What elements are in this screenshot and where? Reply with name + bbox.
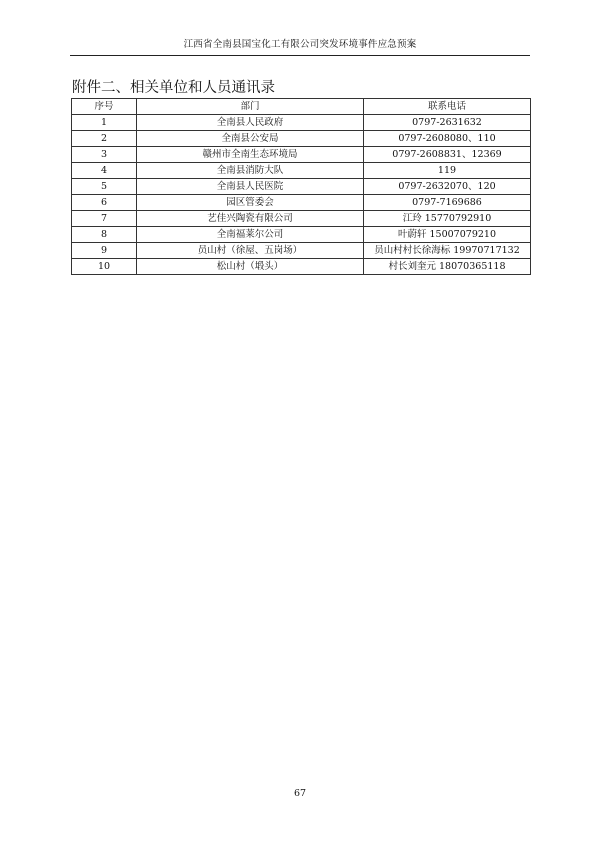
row-department: 全南县人民医院 [137, 179, 364, 195]
row-number: 9 [72, 243, 137, 259]
row-phone: 0797-7169686 [364, 195, 531, 211]
column-header-phone: 联系电话 [364, 99, 531, 115]
contact-table [71, 98, 531, 275]
row-number: 4 [72, 163, 137, 179]
row-department: 松山村（塅头） [137, 259, 364, 275]
column-header-department: 部门 [137, 99, 364, 115]
row-department: 赣州市全南生态环境局 [137, 147, 364, 163]
row-department: 园区管委会 [137, 195, 364, 211]
row-phone: 员山村村长徐海标 19970717132 [364, 243, 531, 259]
row-phone: 0797-2608080、110 [364, 131, 531, 147]
row-phone: 119 [364, 163, 531, 179]
row-phone: 0797-2632070、120 [364, 179, 531, 195]
row-department: 全南县人民政府 [137, 115, 364, 131]
table-row [72, 195, 531, 211]
row-department: 全南县公安局 [137, 131, 364, 147]
table-row [72, 259, 531, 275]
row-department: 员山村（徐屋、五岗场） [137, 243, 364, 259]
row-department: 全南福莱尔公司 [137, 227, 364, 243]
row-phone: 0797-2631632 [364, 115, 531, 131]
row-number: 6 [72, 195, 137, 211]
table-row [72, 163, 531, 179]
table-row [72, 115, 531, 131]
row-number: 3 [72, 147, 137, 163]
row-phone: 0797-2608831、12369 [364, 147, 531, 163]
table-row [72, 147, 531, 163]
row-number: 2 [72, 131, 137, 147]
table-row [72, 243, 531, 259]
table-row [72, 131, 531, 147]
row-phone: 江玲 15770792910 [364, 211, 531, 227]
row-number: 7 [72, 211, 137, 227]
header-rule [70, 55, 530, 56]
row-number: 8 [72, 227, 137, 243]
page-header: 江西省全南县国宝化工有限公司突发环境事件应急预案 [183, 39, 417, 50]
row-number: 10 [72, 259, 137, 275]
row-number: 5 [72, 179, 137, 195]
table-row [72, 227, 531, 243]
row-number: 1 [72, 115, 137, 131]
table-row [72, 179, 531, 195]
table-row [72, 211, 531, 227]
row-department: 艺佳兴陶瓷有限公司 [137, 211, 364, 227]
column-header-no: 序号 [72, 99, 137, 115]
row-phone: 叶蔚轩 15007079210 [364, 227, 531, 243]
row-phone: 村长刘奎元 18070365118 [364, 259, 531, 275]
table-header-row [72, 99, 531, 115]
row-department: 全南县消防大队 [137, 163, 364, 179]
page-number: 67 [293, 788, 307, 799]
section-title: 附件二、相关单位和人员通讯录 [72, 80, 275, 96]
